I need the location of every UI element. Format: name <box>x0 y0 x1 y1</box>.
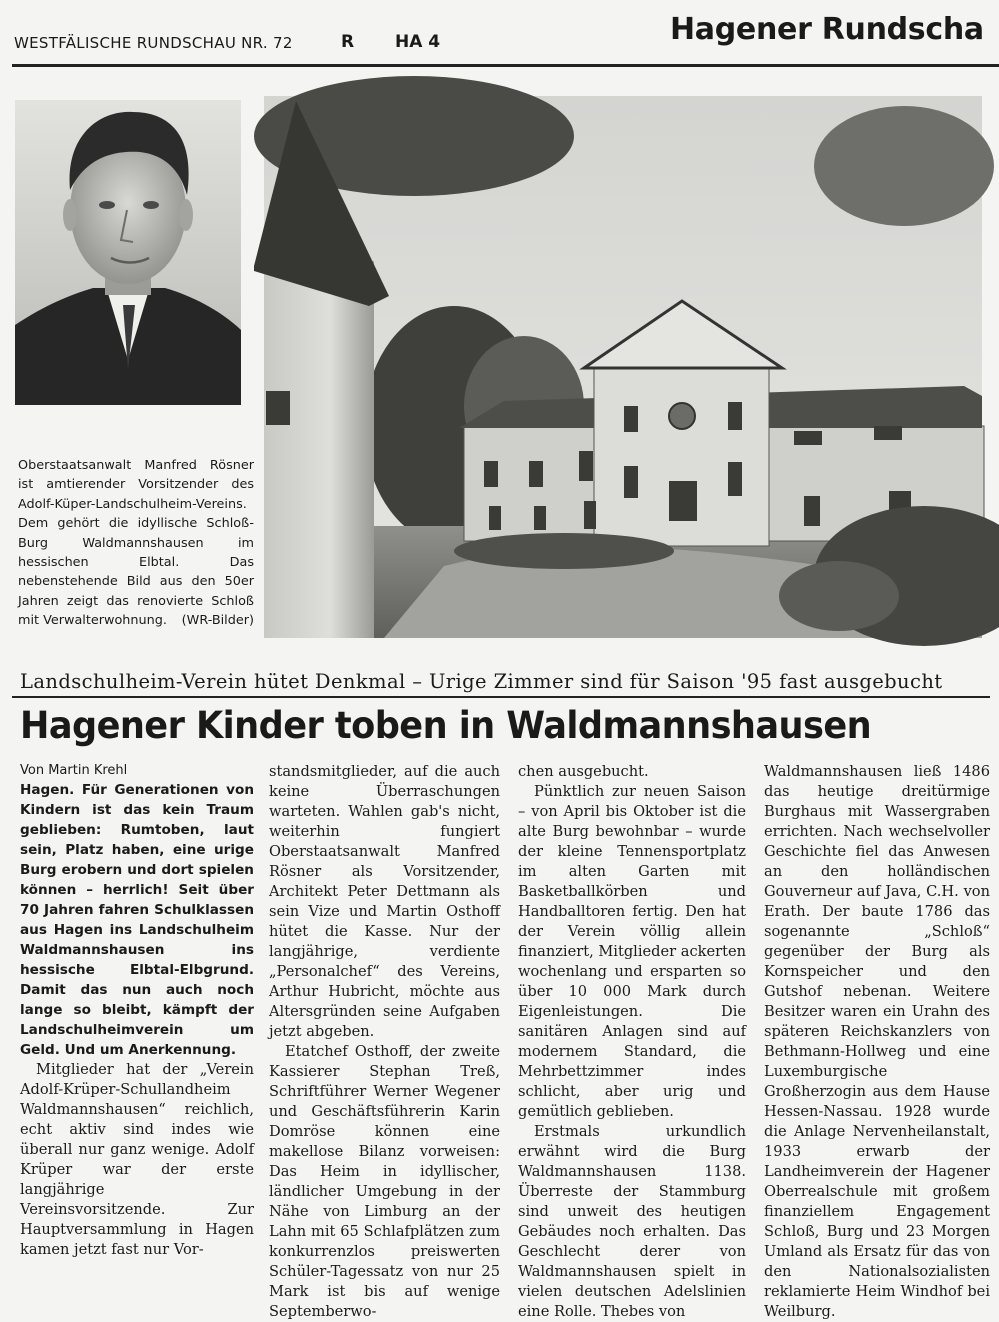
body-paragraph: Erstmals urkundlich erwähnt wird die Burg Waldmannshausen 1138. Überreste der Stammburg sind unweit des heutigen Gebäudes noch erhalten. Das Geschlecht derer von Waldmannshausen spielt in vielen deutschen Adelslinien eine Rolle. Thebes von <box>518 1123 746 1320</box>
article-column-1 <box>20 762 254 1258</box>
article-column-2 <box>269 762 500 1320</box>
masthead-rule <box>12 64 999 67</box>
body-paragraph: Mitglieder hat der „Verein Adolf-Krüper-Schullandheim Waldmannshausen“ reichlich, echt aktiv sind indes wie überall nur ganz wenige. Adolf Krüper war der erste langjährige Vereinsvorsitzende. Zur Hauptversammlung in Hagen kamen jetzt fast nur Vor- <box>20 1061 254 1258</box>
article-column-4 <box>764 762 990 1320</box>
caption-text: Oberstaatsanwalt Manfred Rösner ist amtierender Vorsitzender des Adolf-Küper-Landschulheim-Vereins. Dem gehört die idyllische Schloß-Burg Waldmannshausen im hessischen Elbtal. Das nebenstehende Bild aus den 50er Jahren zeigt das renovierte Schloß mit Verwalterwohnung. <box>18 458 254 629</box>
newspaper-name: WESTFÄLISCHE RUNDSCHAU NR. 72 <box>14 34 293 52</box>
photo-caption <box>18 456 254 631</box>
body-paragraph: Pünktlich zur neuen Saison – von April bis Oktober ist die alte Burg bewohnbar – wurde der kleine Tennensportplatz im alten Garten mit Basketballkörben und Handballtoren fertig. Den hat der Verein völlig allein finanziert, Mitglieder ackerten wochenlang und ersparten so über 10 000 Mark durch Eigenleistungen. Die sanitären Anlagen sind auf modernem Standard, die Mehrbettzimmer indes schlicht, aber urig und gemütlich geblieben. <box>518 783 746 1120</box>
body-paragraph: Waldmannshausen ließ 1486 das heutige dreitürmige Burghaus mit Wassergraben errichten. Nach wechselvoller Geschichte fiel das Anwesen an den holländischen Gouverneur auf Java, C.H. von Erath. Der baute 1786 das sogenannte „Schloß“ gegenüber der Burg als Kornspeicher und den Gutshof nebenan. Weitere Besitzer waren ein Urahn des späteren Reichskanzlers von Bethmann-Hollweg und eine Luxemburgische Großherzogin aus dem Hause Hessen-Nassau. 1928 wurde die Anlage Nervenheilanstalt, 1933 erwarb der Landheimverein der Hagener Oberrealschule mit großem finanziellem Engagement Schloß, Burg und 23 Morgen Umland als Ersatz für das von den Nationalsozialisten reklamierte Heim Windhof bei Weilburg. <box>764 763 990 1320</box>
edition-marker: R <box>341 32 355 52</box>
body-paragraph: standsmitglieder, auf die auch keine Überraschungen warteten. Wahlen gab's nicht, weiterhin fungiert Oberstaatsanwalt Manfred Rösner als Vorsitzender, Architekt Peter Dettmann als sein Vize und Martin Osthoff hütet die Kasse. Nur der langjährige, verdiente „Personalchef“ des Vereins, Arthur Hubricht, möchte aus Altersgründen seine Aufgaben jetzt abgeben. <box>269 763 500 1040</box>
photo-credit: (WR-Bilder) <box>181 613 254 629</box>
article-headline: Hagener Kinder toben in Waldmannshausen <box>20 704 872 747</box>
article-column-3 <box>518 762 746 1320</box>
headline-rule <box>12 696 990 698</box>
article-lead <box>20 780 254 1060</box>
castle-photo <box>264 96 982 638</box>
article-kicker: Landschulheim-Verein hütet Denkmal – Urige Zimmer sind für Saison '95 fast ausgebucht <box>20 670 943 693</box>
body-paragraph: Etatchef Osthoff, der zweite Kassierer Stephan Treß, Schriftführer Werner Wegener und Geschäftsführerin Karin Domröse können eine makellose Bilanz vorweisen: Das Heim in idyllischer, ländlicher Umgebung in der Nähe von Limburg an der Lahn mit 65 Schlafplätzen zum konkurrenzlos preiswerten Schüler-Tagessatz von nur 25 Mark ist bis auf wenige Septemberwo- <box>269 1043 500 1320</box>
section-title: Hagener Rundscha <box>670 12 984 47</box>
lead-text: Hagen. Für Generationen von Kindern ist das kein Traum geblieben: Rumtoben, laut sein, Platz haben, eine urige Burg erobern und dort spielen können – herrlich! Seit über 70 Jahren fahren Schulklassen aus Hagen ins Landschulheim Waldmannshausen ins hessische Elbtal-Elbgrund. Damit das nun auch noch lange so bleibt, kämpft der Landschulheimverein um Geld. Und um Anerkennung. <box>20 782 254 1058</box>
portrait-photo <box>15 100 241 405</box>
body-paragraph: chen ausgebucht. <box>518 763 649 780</box>
byline: Von Martin Krehl <box>20 763 128 778</box>
page-number: HA 4 <box>395 32 441 52</box>
